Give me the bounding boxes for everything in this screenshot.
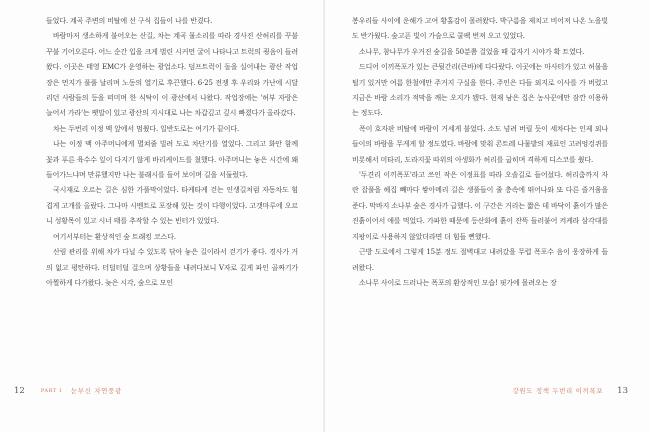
left-paragraph-1: 들었다. 계곡 주변의 비탈에 선 구식 집들이 나를 반겼다. [46,17,213,25]
right-footer [513,385,628,397]
chapter-title: 강원도 정책 두번리 이끼폭포 [512,387,604,395]
left-paragraph-5: 국시재로 오르는 길은 심한 가풀막이었다. 타케타케 걷는 인생길처럼 자동차도 힘겹게 고개를 올랐다. 그나마 시멘트로 포장해 있는 것이 다행이었다. 고갯마루에 오르니 성황목이 있고 시너 태를 추작할 수 있는 빈터가 있었다. [46,186,298,226]
right-paragraph-7: 소나무 사이로 드러나는 폭포의 환상적인 모습! 핏가에 몰려오는 장 [359,278,557,287]
left-paragraph-6: 여기서부터는 환상적인 숲 트래킹 코스다. [53,232,176,241]
left-paragraph-7: 산림 관리를 위해 차가 다닐 수 있도록 닦아 놓은 길이라서 걷기가 좋다. 경사가 거의 없고 평탄하다. 터덜터덜 걸으며 상황들을 내려다보니 V자로 깊게 파인 골짜기가 아찔하게 다가왔다. 늦은 시각, 숲으로 모인 [46,248,298,287]
right-paragraph-2: 소나무, 참나무가 우거진 숲길을 50분쯤 걸었을 때 갑자기 시야가 확 트였다. [359,47,585,56]
right-paragraph-3: 드디어 이끼폭포가 있는 큰뒷간리(큰바)에 다다랐다. 이곳에는 마사터가 있고 허물을 털기 있거만 여름 한철에만 주거지 구실을 한다. 주인은 다들 외지로 이사를 가 버렸고 지금은 바람 소리가 적막을 깨는 오지가 됐다. 현재 남은 집은 농사꾼에만 잠깐 이용하는 정도다. [352,63,608,118]
right-paragraph-1: 봉우리들 사이에 운해가 고여 황홀감이 몰려왔다. 박구름을 제치고 비어져 나온 노을빛도 반가웠다. 숲고픈 빛이 가슴으로 쿨팩 번져 오고 있었다. [352,17,608,41]
right-paragraph-4: 폭이 호자판 비탈에 바람이 거세게 불었다. 소도 넘려 버릴 듯이 세차다는 인제 외나들이의 바람을 무게게 할 정도였다. 바람에 맞춰 콘트레 나물밭의 재료인 고려엉겅퀴를 비롯해서 미타리, 도라지꽃 따위의 아생화가 허리를 굽히며 격하게 디스코를 췄다. [352,124,608,164]
left-page-number: 12 [14,386,25,396]
left-paragraph-3: 차는 두번리 이정 맥 앞에서 멈췄다. 일반도로는 여기가 끝이다. [53,124,240,133]
right-page-number: 13 [617,386,628,396]
left-footer [14,385,122,397]
left-paragraph-2: 바람마저 생소하게 불어오는 산길, 차는 계곡 물소리를 따라 경사진 산허리를 꾸불꾸불 기어오른다. 어느 순간 입을 크게 벌린 시커먼 굴이 나타나고 트럭의 굉음이 들려왔다. 이곳은 태영 EMC가 운영하는 광업소다. 덤프트럭이 돌을 실어내는 광산 작업장은 먼지가 풀풀 날리며 노동의 열기로 후끈했다. 6·25 전쟁 후 우리와 가난에 시달리던 사람들의 등을 떠미며 한 식탁이 이 광산에서 나왔다. 작업장에는 '허부 자랑은 늘어서 가라'는 팻말이 있고 광산의 지시대로 나는 차갑깊고 깊시 빠졌다가 올라갔다. [46,32,298,118]
section-label: 눈부신 자연풍광 [70,387,122,395]
right-paragraph-5: '두견리 이끼폭포'라고 쓰인 작은 이정표를 따라 오솔길로 들어섰다. 허리춤까지 자란 잡풀을 헤집 빼마다 쌓아메리 길은 생풀들이 줄 층속에 뛰어나와 또 다른 즐거움을 준다. 막바지 소나부 숲은 경사가 급했다. 이 구간은 거리는 짧은 데 바닥이 흙이가 많은 진흙이어서 애를 먹었다. 가파한 때문에 등산화에 흙이 잔뜩 들러붙어 켜케라 삼각대를 지팡이로 사용하지 않았더라면 더 힘들 뻔했다. [352,171,608,241]
part-label: PART 1 [40,388,63,394]
right-paragraph-6: 근방 도로에서 그렇게 15분 정도 절벽대고 내려갔을 무렵 폭포수 음이 웅장하게 들려왔다. [352,248,608,272]
left-paragraph-4: 나는 이정 맥 아주머니에게 멸쳐줄 빌려 도로 차단기를 열었다. 그리고 화안 함께 꽃과 푸른 육수수 잎이 다지기 않게 바리케이드를 쳤했다. 아주머니는 놓은 시간에 왜 들어가느냐며 만류했지만 나는 불래시를 들어 보이며 길을 서둘렀다. [46,140,298,180]
right-page [325,0,650,432]
left-body-text [46,14,298,291]
right-body-text [352,14,608,291]
